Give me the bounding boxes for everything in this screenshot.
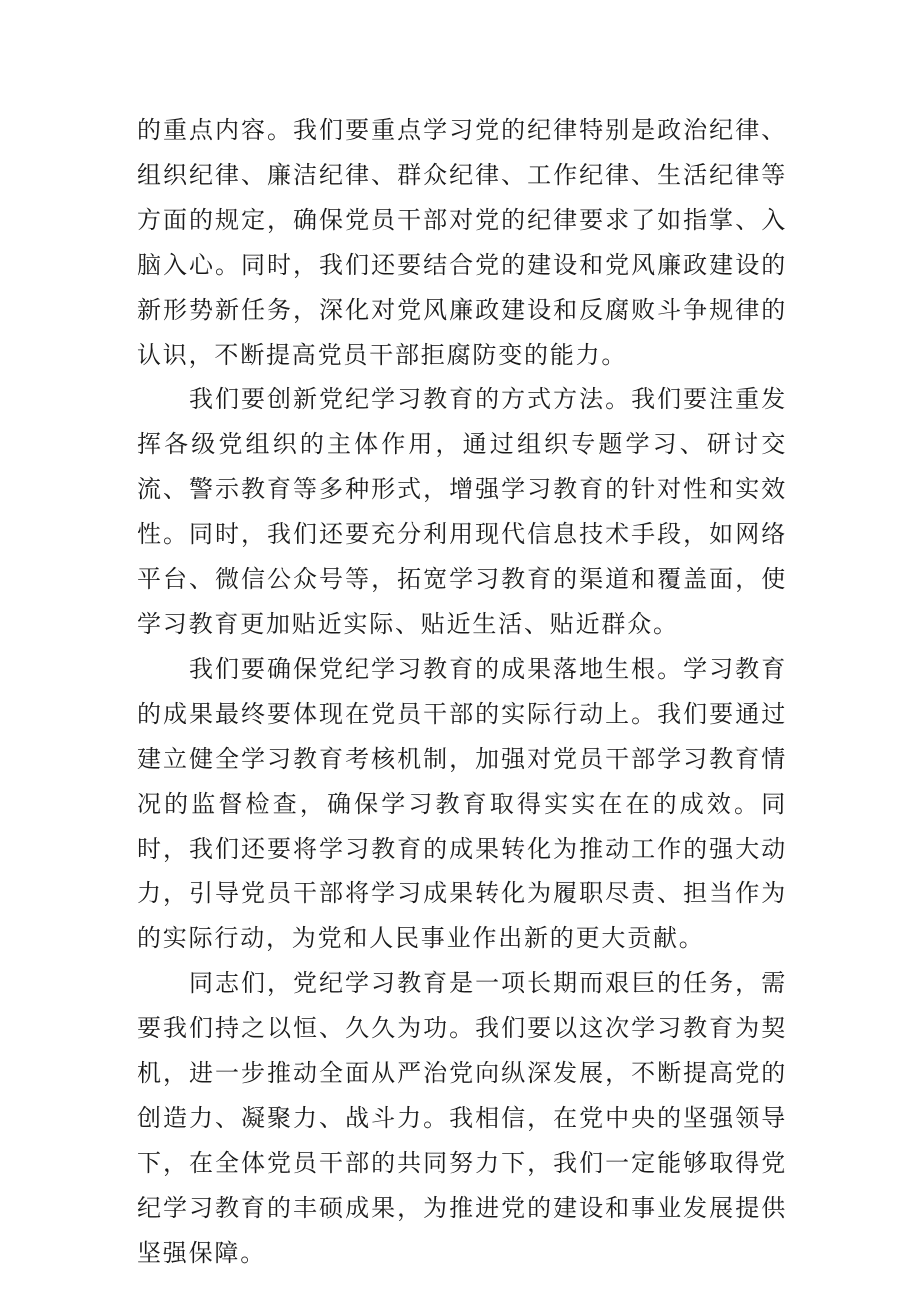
document-body <box>137 108 787 1276</box>
paragraph-continuation: 的重点内容。我们要重点学习党的纪律特别是政治纪律、组织纪律、廉洁纪律、群众纪律、工作纪律、生活纪律等方面的规定，确保党员干部对党的纪律要求了如指掌、入脑入心。同时，我们还要结合党的建设和党风廉政建设的新形势新任务，深化对党风廉政建设和反腐败斗争规律的认识，不断提高党员干部拒腐防变的能力。 <box>137 116 787 369</box>
paragraph-conclusion: 同志们，党纪学习教育是一项长期而艰巨的任务，需要我们持之以恒、久久为功。我们要以这次学习教育为契机，进一步推动全面从严治党向纵深发展，不断提高党的创造力、凝聚力、战斗力。我相信，在党中央的坚强领导下，在全体党员干部的共同努力下，我们一定能够取得党纪学习教育的丰硕成果，为推进党的建设和事业发展提供坚强保障。 <box>137 969 787 1267</box>
paragraph-ensure-results: 我们要确保党纪学习教育的成果落地生根。学习教育的成果最终要体现在党员干部的实际行动上。我们要通过建立健全学习教育考核机制，加强对党员干部学习教育情况的监督检查，确保学习教育取得实实在在的成效。同时，我们还要将学习教育的成果转化为推动工作的强大动力，引导党员干部将学习成果转化为履职尽责、担当作为的实际行动，为党和人民事业作出新的更大贡献。 <box>137 654 787 953</box>
paragraph-innovate-methods: 我们要创新党纪学习教育的方式方法。我们要注重发挥各级党组织的主体作用，通过组织专题学习、研讨交流、警示教育等多种形式，增强学习教育的针对性和实效性。同时，我们还要充分利用现代信息技术手段，如网络平台、微信公众号等，拓宽学习教育的渠道和覆盖面，使学习教育更加贴近实际、贴近生活、贴近群众。 <box>137 385 787 638</box>
